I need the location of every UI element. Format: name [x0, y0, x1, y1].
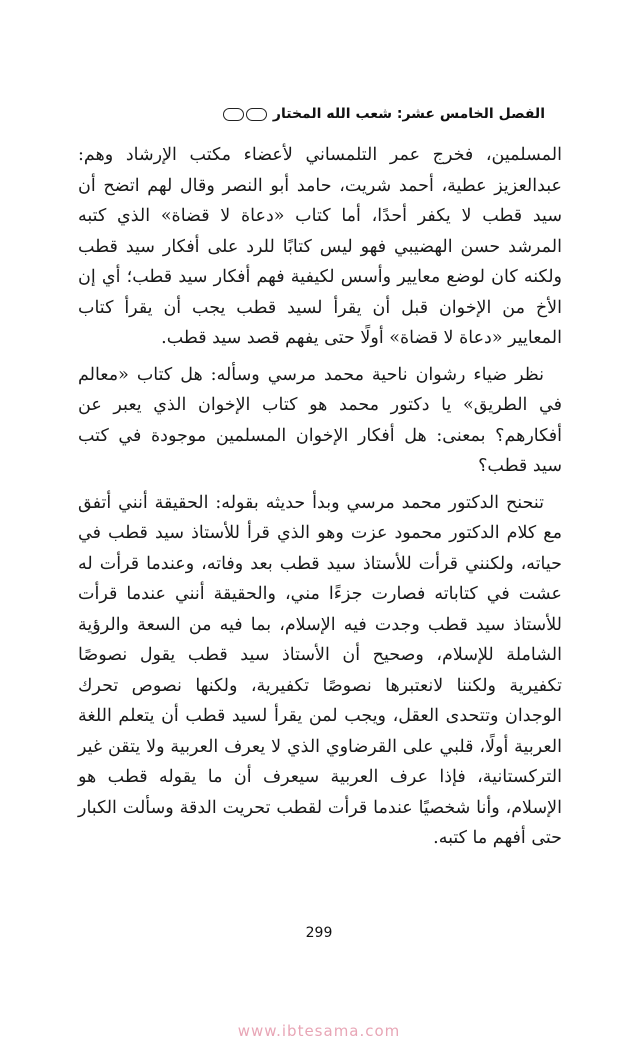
paragraph-2: نظر ضياء رشوان ناحية محمد مرسي وسأله: هل كتاب «معالم في الطريق» يا دكتور محمد هو كتاب الإخوان الذي يعبر عن أفكارهم؟ بمعنى: هل أفكار الإخوان المسلمين موجودة في كتب سيد قطب؟ — [78, 364, 562, 476]
body-text — [78, 140, 562, 860]
paragraph-1: المسلمين، فخرج عمر التلمساني لأعضاء مكتب الإرشاد وهم: عبدالعزيز عطية، أحمد شريت، حامد أبو النصر وقال لهم اتضح أن سيد قطب لا يكفر أحدًا، أما كتاب «دعاة لا قضاة» الذي كتبه المرشد حسن الهضيبي فهو ليس كتابًا للرد على أفكار سيد قطب ولكنه كان لوضع معايير وأسس لكيفية فهم أفكار سيد قطب؛ أي إن الأخ من الإخوان قبل أن يقرأ لسيد قطب يجب أن يقرأ كتاب المعايير «دعاة لا قضاة» أولًا حتى يفهم قصد سيد قطب. — [78, 145, 562, 348]
oval-shape — [246, 108, 267, 121]
watermark: www.ibtesama.com — [237, 1022, 401, 1040]
running-header — [95, 101, 545, 127]
page-number: 299 — [305, 925, 333, 941]
double-oval-ornament-icon — [223, 108, 267, 121]
oval-shape — [223, 108, 244, 121]
paragraph-3: تنحنح الدكتور محمد مرسي وبدأ حديثه بقوله: الحقيقة أنني أتفق مع كلام الدكتور محمود عزت وهو الذي قرأ للأستاذ سيد قطب في حياته، ولكنني قرأت للأستاذ سيد قطب بعد وفاته، وعندما قرأت له عشت في كتاباته فصارت جزءًا مني، والحقيقة أنني عندما قرأت للأستاذ سيد قطب وجدت فيه الإسلام، بما فيه من السعة والرؤية الشاملة للإسلام، وصحيح أن الأستاذ سيد قطب يقول نصوصًا تكفيرية ولكننا لانعتبرها نصوصًا تكفيرية، ولكنها نصوص تحرك الوجدان وتتحدى العقل، ويجب لمن يقرأ لسيد قطب أن يتعلم اللغة العربية أولًا، قلبي على القرضاوي الذي لا يعرف العربية ولا يتقن غير التركستانية، فإذا عرف العربية سيعرف أن ما يقوله قطب هو الإسلام، وأنا شخصيًا عندما قرأت لقطب تحريت الدقة وسألت الكبار حتى أفهم ما كتبه. — [78, 492, 562, 848]
chapter-title: الفصل الخامس عشر: شعب الله المختار — [272, 106, 545, 122]
